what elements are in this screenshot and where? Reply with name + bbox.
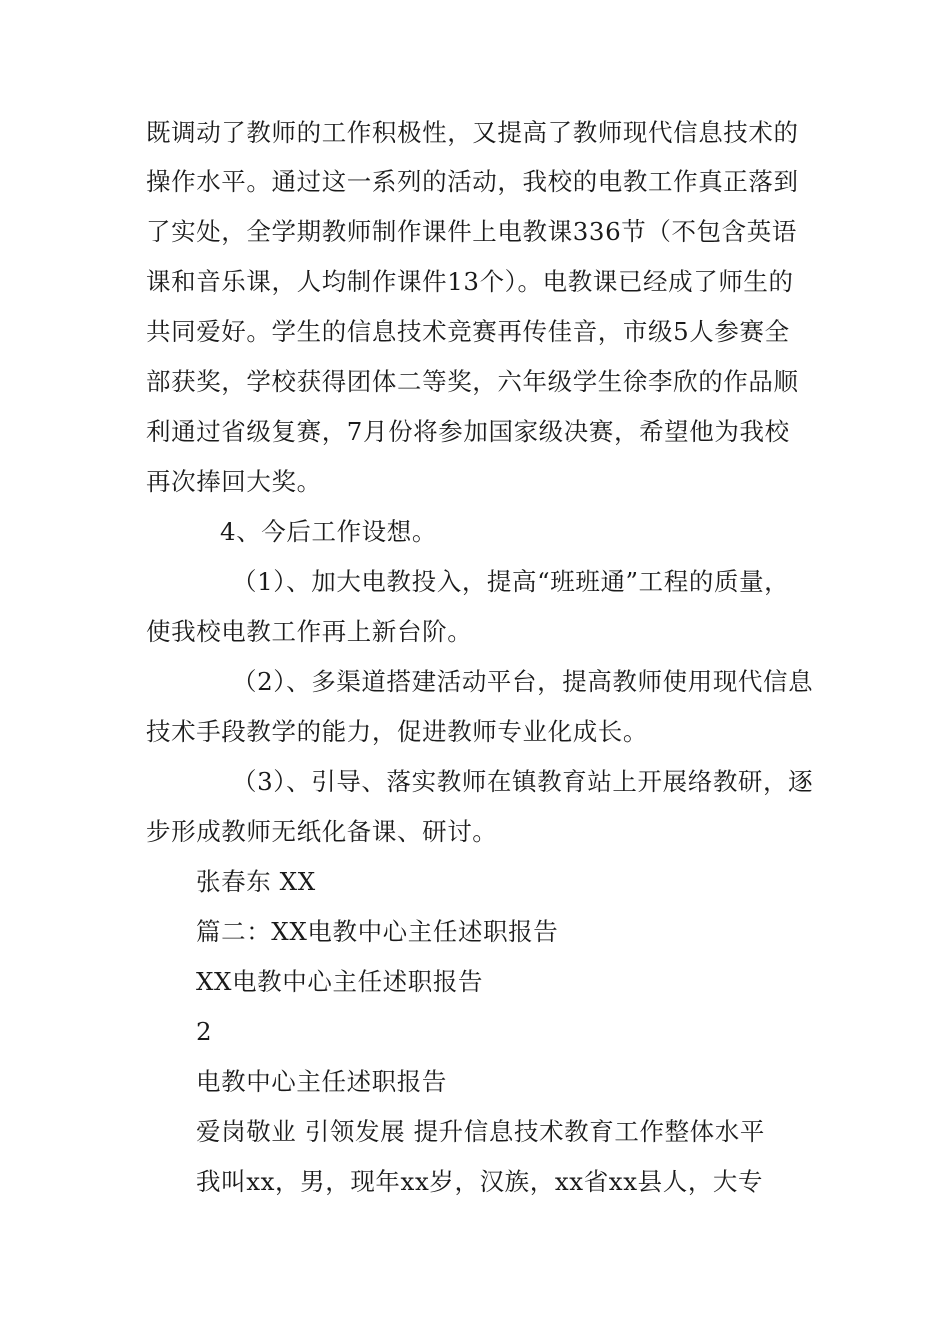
report-slogan: 爱岗敬业 引领发展 提升信息技术教育工作整体水平 [196, 1117, 765, 1146]
list-item-line: 使我校电教工作再上新台阶。 [146, 617, 473, 646]
list-item-line: （3）、引导、落实教师在镇教育站上开展络教研，逐 [232, 767, 814, 796]
list-item-line: （2）、多渠道搭建活动平台，提高教师使用现代信息 [232, 667, 814, 696]
list-item-line: （1）、加大电教投入，提高“班班通”工程的质量， [232, 567, 790, 596]
report-subtitle: 电教中心主任述职报告 [196, 1067, 447, 1096]
intro-line: 我叫xx，男，现年xx岁，汉族，xx省xx县人，大专 [196, 1167, 764, 1196]
signature: 张春东 XX [196, 867, 316, 896]
page-number: 2 [196, 1017, 213, 1046]
paragraph-line: 再次捧回大奖。 [146, 467, 322, 496]
list-item-line: 技术手段教学的能力，促进教师专业化成长。 [146, 717, 648, 746]
paragraph-line: 部获奖，学校获得团体二等奖，六年级学生徐李欣的作品顺 [146, 367, 799, 396]
report-title: XX电教中心主任述职报告 [196, 967, 484, 996]
paragraph-line: 既调动了教师的工作积极性，又提高了教师现代信息技术的 [146, 118, 799, 147]
list-item-line: 步形成教师无纸化备课、研讨。 [146, 817, 498, 846]
paragraph-line: 共同爱好。学生的信息技术竞赛再传佳音，市级5人参赛全 [146, 317, 790, 346]
paragraph-line: 利通过省级复赛，7月份将参加国家级决赛，希望他为我校 [146, 417, 790, 446]
paragraph-line: 课和音乐课，人均制作课件13个）。电教课已经成了师生的 [146, 267, 794, 296]
paragraph-line: 了实处，全学期教师制作课件上电教课336节（不包含英语 [146, 217, 797, 246]
part-heading: 篇二：XX电教中心主任述职报告 [196, 917, 559, 946]
paragraph-line: 操作水平。通过这一系列的活动，我校的电教工作真正落到 [146, 167, 799, 196]
section-heading: 4、今后工作设想。 [220, 517, 437, 546]
